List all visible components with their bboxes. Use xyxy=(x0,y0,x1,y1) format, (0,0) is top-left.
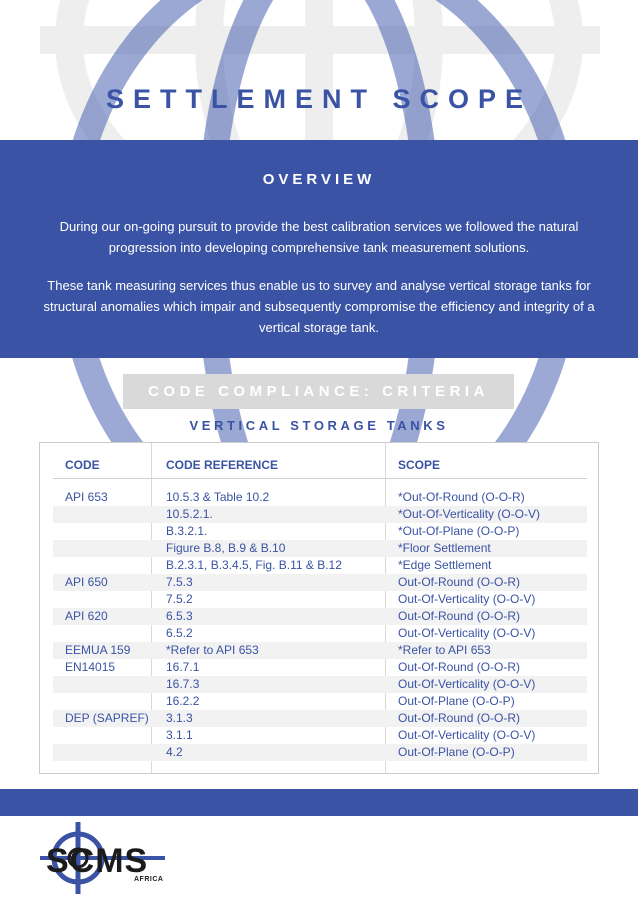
table-row xyxy=(53,676,587,693)
cell-reference: 16.7.3 xyxy=(166,677,200,691)
cell-scope: Out-Of-Plane (O-O-P) xyxy=(398,694,515,708)
cell-scope: Out-Of-Verticality (O-O-V) xyxy=(398,626,536,640)
code-compliance-banner: CODE COMPLIANCE: CRITERIA xyxy=(123,374,514,409)
cell-scope: *Out-Of-Round (O-O-R) xyxy=(398,490,525,504)
cell-scope: Out-Of-Round (O-O-R) xyxy=(398,660,521,674)
cell-reference: 6.5.2 xyxy=(166,626,193,640)
cell-scope: *Refer to API 653 xyxy=(398,643,491,657)
footer-band xyxy=(0,789,638,816)
cell-reference: B.3.2.1. xyxy=(166,524,208,538)
cell-code: DEP (SAPREF) xyxy=(65,711,149,725)
cell-scope: *Floor Settlement xyxy=(398,541,491,555)
header-rule xyxy=(53,478,587,479)
cell-scope: *Edge Settlement xyxy=(398,558,492,572)
table-row xyxy=(53,744,587,761)
table-row xyxy=(53,523,587,540)
table-row xyxy=(53,557,587,574)
cell-reference: 4.2 xyxy=(166,745,183,759)
table-title: VERTICAL STORAGE TANKS xyxy=(189,418,449,433)
cell-code: API 650 xyxy=(65,575,108,589)
code-compliance-table xyxy=(39,442,599,774)
cell-reference: B.2.3.1, B.3.4.5, Fig. B.11 & B.12 xyxy=(166,558,342,572)
cell-code: EEMUA 159 xyxy=(65,643,131,657)
cell-reference: 3.1.1 xyxy=(166,728,193,742)
cell-scope: Out-Of-Verticality (O-O-V) xyxy=(398,677,536,691)
overview-paragraph-2: These tank measuring services thus enable us to survey and analyse vertical storage tanks for structural anomalies which impair and subsequently compromise the efficiency and integrity of a vertical storage tank. xyxy=(43,278,595,335)
cell-scope: *Out-Of-Plane (O-O-P) xyxy=(398,524,520,538)
cell-reference: 6.5.3 xyxy=(166,609,193,623)
header-code: CODE xyxy=(65,458,100,472)
cell-reference: 7.5.2 xyxy=(166,592,193,606)
cell-reference: 16.7.1 xyxy=(166,660,200,674)
cell-reference: *Refer to API 653 xyxy=(166,643,259,657)
cell-reference: 10.5.3 & Table 10.2 xyxy=(166,490,270,504)
table-row xyxy=(53,540,587,557)
table-row xyxy=(53,642,587,659)
table-row xyxy=(53,659,587,676)
overview-paragraph-1: During our on-going pursuit to provide the best calibration services we followed the natural progression into developing comprehensive tank measurement solutions. xyxy=(59,219,579,255)
cell-reference: Figure B.8, B.9 & B.10 xyxy=(166,541,286,555)
logo-wordmark: SCMS xyxy=(46,842,149,880)
cell-scope: *Out-Of-Verticality (O-O-V) xyxy=(398,507,541,521)
overview-heading: OVERVIEW xyxy=(262,171,376,188)
cell-reference: 16.2.2 xyxy=(166,694,200,708)
table-row xyxy=(53,506,587,523)
cell-scope: Out-Of-Plane (O-O-P) xyxy=(398,745,515,759)
header-scope: SCOPE xyxy=(398,458,441,472)
cell-scope: Out-Of-Verticality (O-O-V) xyxy=(398,728,536,742)
table-row xyxy=(53,710,587,727)
table-row xyxy=(53,608,587,625)
cell-code: API 653 xyxy=(65,490,108,504)
logo-subtitle: AFRICA xyxy=(134,876,164,883)
cell-reference: 7.5.3 xyxy=(166,575,193,589)
page-title: SETTLEMENT SCOPE xyxy=(105,84,533,114)
cell-code: API 620 xyxy=(65,609,108,623)
cell-scope: Out-Of-Verticality (O-O-V) xyxy=(398,592,536,606)
cell-scope: Out-Of-Round (O-O-R) xyxy=(398,575,521,589)
cell-reference: 10.5.2.1. xyxy=(166,507,213,521)
table-row xyxy=(53,625,587,642)
cell-scope: Out-Of-Round (O-O-R) xyxy=(398,609,521,623)
table-body xyxy=(53,489,587,761)
scms-logo xyxy=(40,822,180,897)
table-row xyxy=(53,489,587,506)
header-code-reference: CODE REFERENCE xyxy=(166,458,279,472)
overview-section xyxy=(0,140,638,358)
table-row xyxy=(53,574,587,591)
table-row xyxy=(53,591,587,608)
table-row xyxy=(53,693,587,710)
cell-reference: 3.1.3 xyxy=(166,711,193,725)
cell-scope: Out-Of-Round (O-O-R) xyxy=(398,711,521,725)
table-row xyxy=(53,727,587,744)
cell-code: EN14015 xyxy=(65,660,116,674)
